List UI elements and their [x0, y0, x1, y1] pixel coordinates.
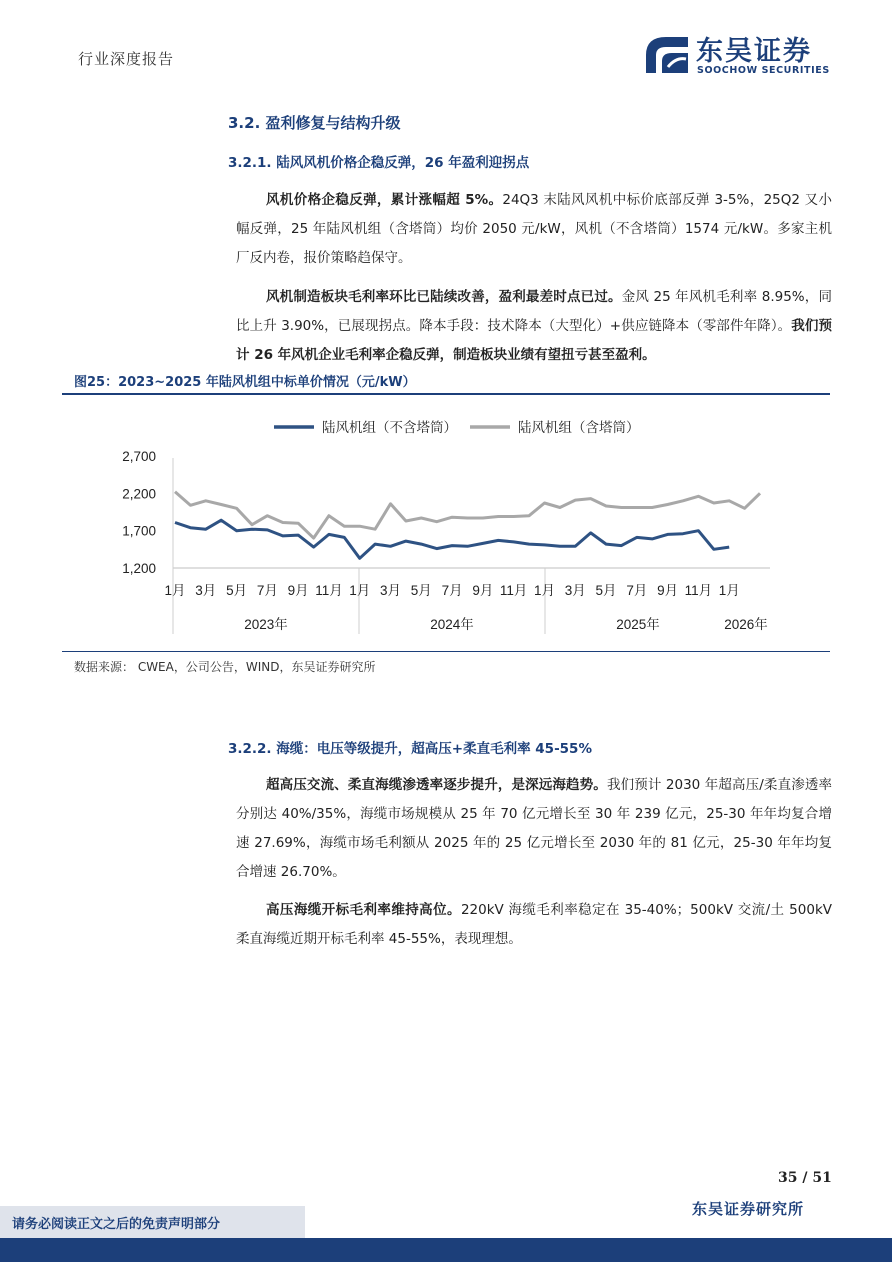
subsection-heading-1: 3.2.1. 陆风风机价格企稳反弹，26 年盈利迎拐点	[228, 155, 530, 171]
paragraph-3	[236, 771, 832, 887]
disclaimer-box	[0, 1206, 305, 1238]
section-heading: 3.2. 盈利修复与结构升级	[228, 114, 401, 132]
paragraph-3-body: 我们预计 2030 年超高压/柔直渗透率分别达 40%/35%，海缆市场规模从 25 年 70 亿元增长至 30 年 239 亿元，25-30 年年均复合增速 27.69%，海缆市场毛利额从 2025 年的 25 亿元增长至 2030 年的 81 亿元，25-30 年年均复合增速 26.70%。	[236, 777, 832, 880]
paragraph-1	[236, 186, 832, 273]
paragraph-1-body: 24Q3 末陆风风机中标价底部反弹 3-5%，25Q2 又小幅反弹，25 年陆风机组（含塔筒）均价 2050 元/kW，风机（不含塔筒）1574 元/kW。多家主机厂反内卷，报价策略趋保守。	[236, 192, 832, 266]
y-tick-label: 2,200	[122, 486, 156, 502]
data-source: 数据来源： CWEA，公司公告，WIND，东吴证券研究所	[74, 660, 376, 674]
x-tick-label: 11月	[684, 583, 713, 598]
x-tick-label: 1月	[349, 583, 371, 598]
logo-en-text: SOOCHOW SECURITIES	[697, 65, 830, 76]
paragraph-2	[236, 283, 832, 370]
x-tick-label: 3月	[564, 583, 586, 598]
paragraph-4	[236, 896, 832, 954]
y-tick-label: 2,700	[122, 449, 156, 464]
x-tick-label: 11月	[315, 583, 343, 598]
x-tick-label: 5月	[410, 583, 432, 598]
company-logo	[642, 33, 832, 77]
x-tick-label: 11月	[499, 583, 528, 598]
paragraph-4-body: 220kV 海缆毛利率稳定在 35-40%；500kV 交流/土 500kV 柔直海缆近期开标毛利率 45-55%，表现理想。	[236, 902, 833, 947]
series-line	[175, 520, 729, 558]
paragraph-4-lead: 高压海缆开标毛利率维持高位。	[266, 902, 461, 918]
x-tick-label: 5月	[226, 583, 248, 598]
x-tick-label: 7月	[441, 583, 463, 598]
footer-org: 东吴证券研究所	[692, 1200, 805, 1218]
y-tick-label: 1,200	[122, 561, 156, 576]
paragraph-2-body: 金风 25 年风机毛利率 8.95%，同比上升 3.90%，已展现拐点。降本手段：技术降本（大型化）+供应链降本（零部件年降）。	[236, 289, 832, 334]
disclaimer-text: 请务必阅读正文之后的免责声明部分	[12, 1217, 221, 1232]
x-tick-label: 5月	[595, 583, 617, 598]
year-label: 2026年	[724, 617, 768, 632]
year-label: 2024年	[430, 617, 474, 632]
figure-bottom-rule	[62, 651, 830, 652]
legend-label: 陆风机组（不含塔筒）	[322, 420, 457, 435]
x-tick-label: 9月	[287, 583, 309, 598]
subsection-heading-2: 3.2.2. 海缆：电压等级提升，超高压+柔直毛利率 45-55%	[228, 741, 592, 757]
x-tick-label: 3月	[380, 583, 402, 598]
legend-label: 陆风机组（含塔筒）	[518, 420, 640, 435]
x-tick-label: 7月	[626, 583, 648, 598]
paragraph-2-lead: 风机制造板块毛利率环比已陆续改善，盈利最差时点已过。	[266, 289, 622, 305]
report-type: 行业深度报告	[78, 50, 175, 68]
logo-cn-text: 东吴证券	[696, 36, 812, 67]
x-tick-label: 1月	[533, 583, 555, 598]
logo-mark-icon	[642, 33, 692, 77]
figure-top-rule	[62, 393, 830, 395]
footer-bar	[0, 1238, 892, 1262]
year-label: 2023年	[244, 617, 288, 632]
paragraph-2-conclusion: 我们预计 26 年风机企业毛利率企稳反弹，制造板块业绩有望扭亏甚至盈利。	[236, 318, 832, 363]
page-number: 35 / 51	[778, 1170, 832, 1186]
x-tick-label: 1月	[718, 583, 740, 598]
y-tick-label: 1,700	[122, 523, 156, 539]
figure-title: 图25：2023~2025 年陆风机组中标单价情况（元/kW）	[74, 375, 416, 390]
year-label: 2025年	[616, 617, 660, 632]
x-tick-label: 9月	[657, 583, 679, 598]
paragraph-1-lead: 风机价格企稳反弹，累计涨幅超 5%。	[266, 192, 503, 208]
x-tick-label: 7月	[256, 583, 278, 598]
x-tick-label: 9月	[472, 583, 494, 598]
x-tick-label: 1月	[164, 583, 186, 598]
paragraph-3-lead: 超高压交流、柔直海缆渗透率逐步提升，是深远海趋势。	[266, 777, 607, 793]
price-line-chart	[62, 396, 830, 650]
x-tick-label: 3月	[195, 583, 217, 598]
